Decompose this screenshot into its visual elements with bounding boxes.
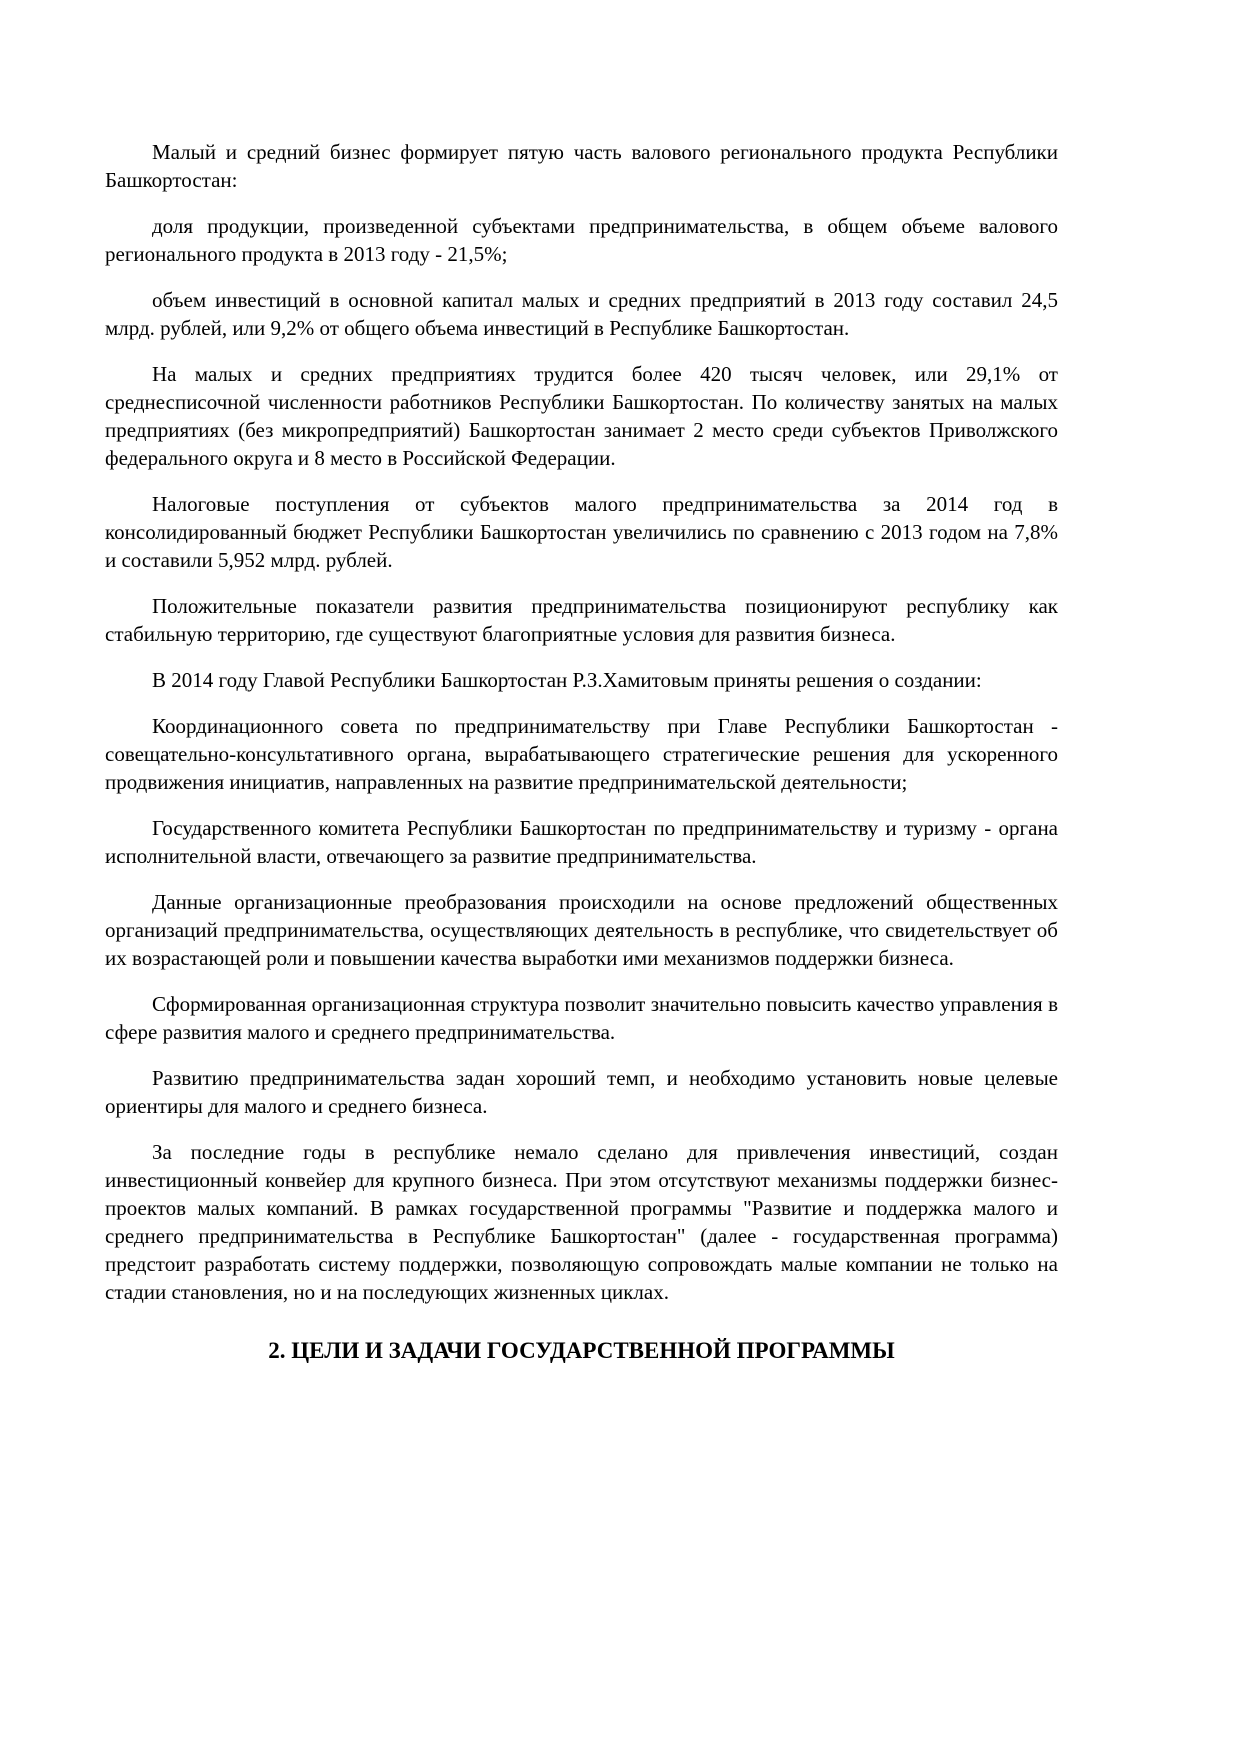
paragraph: Положительные показатели развития предпринимательства позиционируют республику как стабильную территорию, где существуют благоприятные условия для развития бизнеса. — [105, 594, 1058, 646]
paragraph: В 2014 году Главой Республики Башкортостан Р.З.Хамитовым приняты решения о создании: — [152, 668, 982, 692]
paragraph: За последние годы в республике немало сделано для привлечения инвестиций, создан инвестиционный конвейер для крупного бизнеса. При этом отсутствуют механизмы поддержки бизнес-проектов малых компаний. В рамках государственной программы "Развитие и поддержка малого и среднего предпринимательства в Республике Башкортостан" (далее - государственная программа) предстоит разработать систему поддержки, позволяющую сопровождать малые компании не только на стадии становления, но и на последующих жизненных циклах. — [105, 1140, 1058, 1304]
paragraph: Государственного комитета Республики Башкортостан по предпринимательству и туризму - органа исполнительной власти, отвечающего за развитие предпринимательства. — [105, 816, 1058, 868]
paragraph: На малых и средних предприятиях трудится более 420 тысяч человек, или 29,1% от среднесписочной численности работников Республики Башкортостан. По количеству занятых на малых предприятиях (без микропредприятий) Башкортостан занимает 2 место среди субъектов Приволжского федерального округа и 8 место в Российской Федерации. — [105, 362, 1058, 470]
paragraph: объем инвестиций в основной капитал малых и средних предприятий в 2013 году составил 24,5 млрд. рублей, или 9,2% от общего объема инвестиций в Республике Башкортостан. — [105, 288, 1058, 340]
paragraph: доля продукции, произведенной субъектами предпринимательства, в общем объеме валового регионального продукта в 2013 году - 21,5%; — [105, 214, 1058, 266]
paragraph: Малый и средний бизнес формирует пятую часть валового регионального продукта Республики Башкортостан: — [105, 140, 1058, 192]
paragraph: Развитию предпринимательства задан хороший темп, и необходимо установить новые целевые ориентиры для малого и среднего бизнеса. — [105, 1066, 1058, 1118]
section-heading: 2. ЦЕЛИ И ЗАДАЧИ ГОСУДАРСТВЕННОЙ ПРОГРАММЫ — [268, 1338, 895, 1363]
document-body — [105, 138, 1058, 1366]
paragraph: Координационного совета по предпринимательству при Главе Республики Башкортостан - совещательно-консультативного органа, вырабатывающего стратегические решения для ускоренного продвижения инициатив, направленных на развитие предпринимательской деятельности; — [105, 714, 1058, 794]
paragraph: Сформированная организационная структура позволит значительно повысить качество управления в сфере развития малого и среднего предпринимательства. — [105, 992, 1058, 1044]
paragraph: Налоговые поступления от субъектов малого предпринимательства за 2014 год в консолидированный бюджет Республики Башкортостан увеличились по сравнению с 2013 годом на 7,8% и составили 5,952 млрд. рублей. — [105, 492, 1058, 572]
paragraph: Данные организационные преобразования происходили на основе предложений общественных организаций предпринимательства, осуществляющих деятельность в республике, что свидетельствует об их возрастающей роли и повышении качества выработки ими механизмов поддержки бизнеса. — [105, 890, 1058, 970]
